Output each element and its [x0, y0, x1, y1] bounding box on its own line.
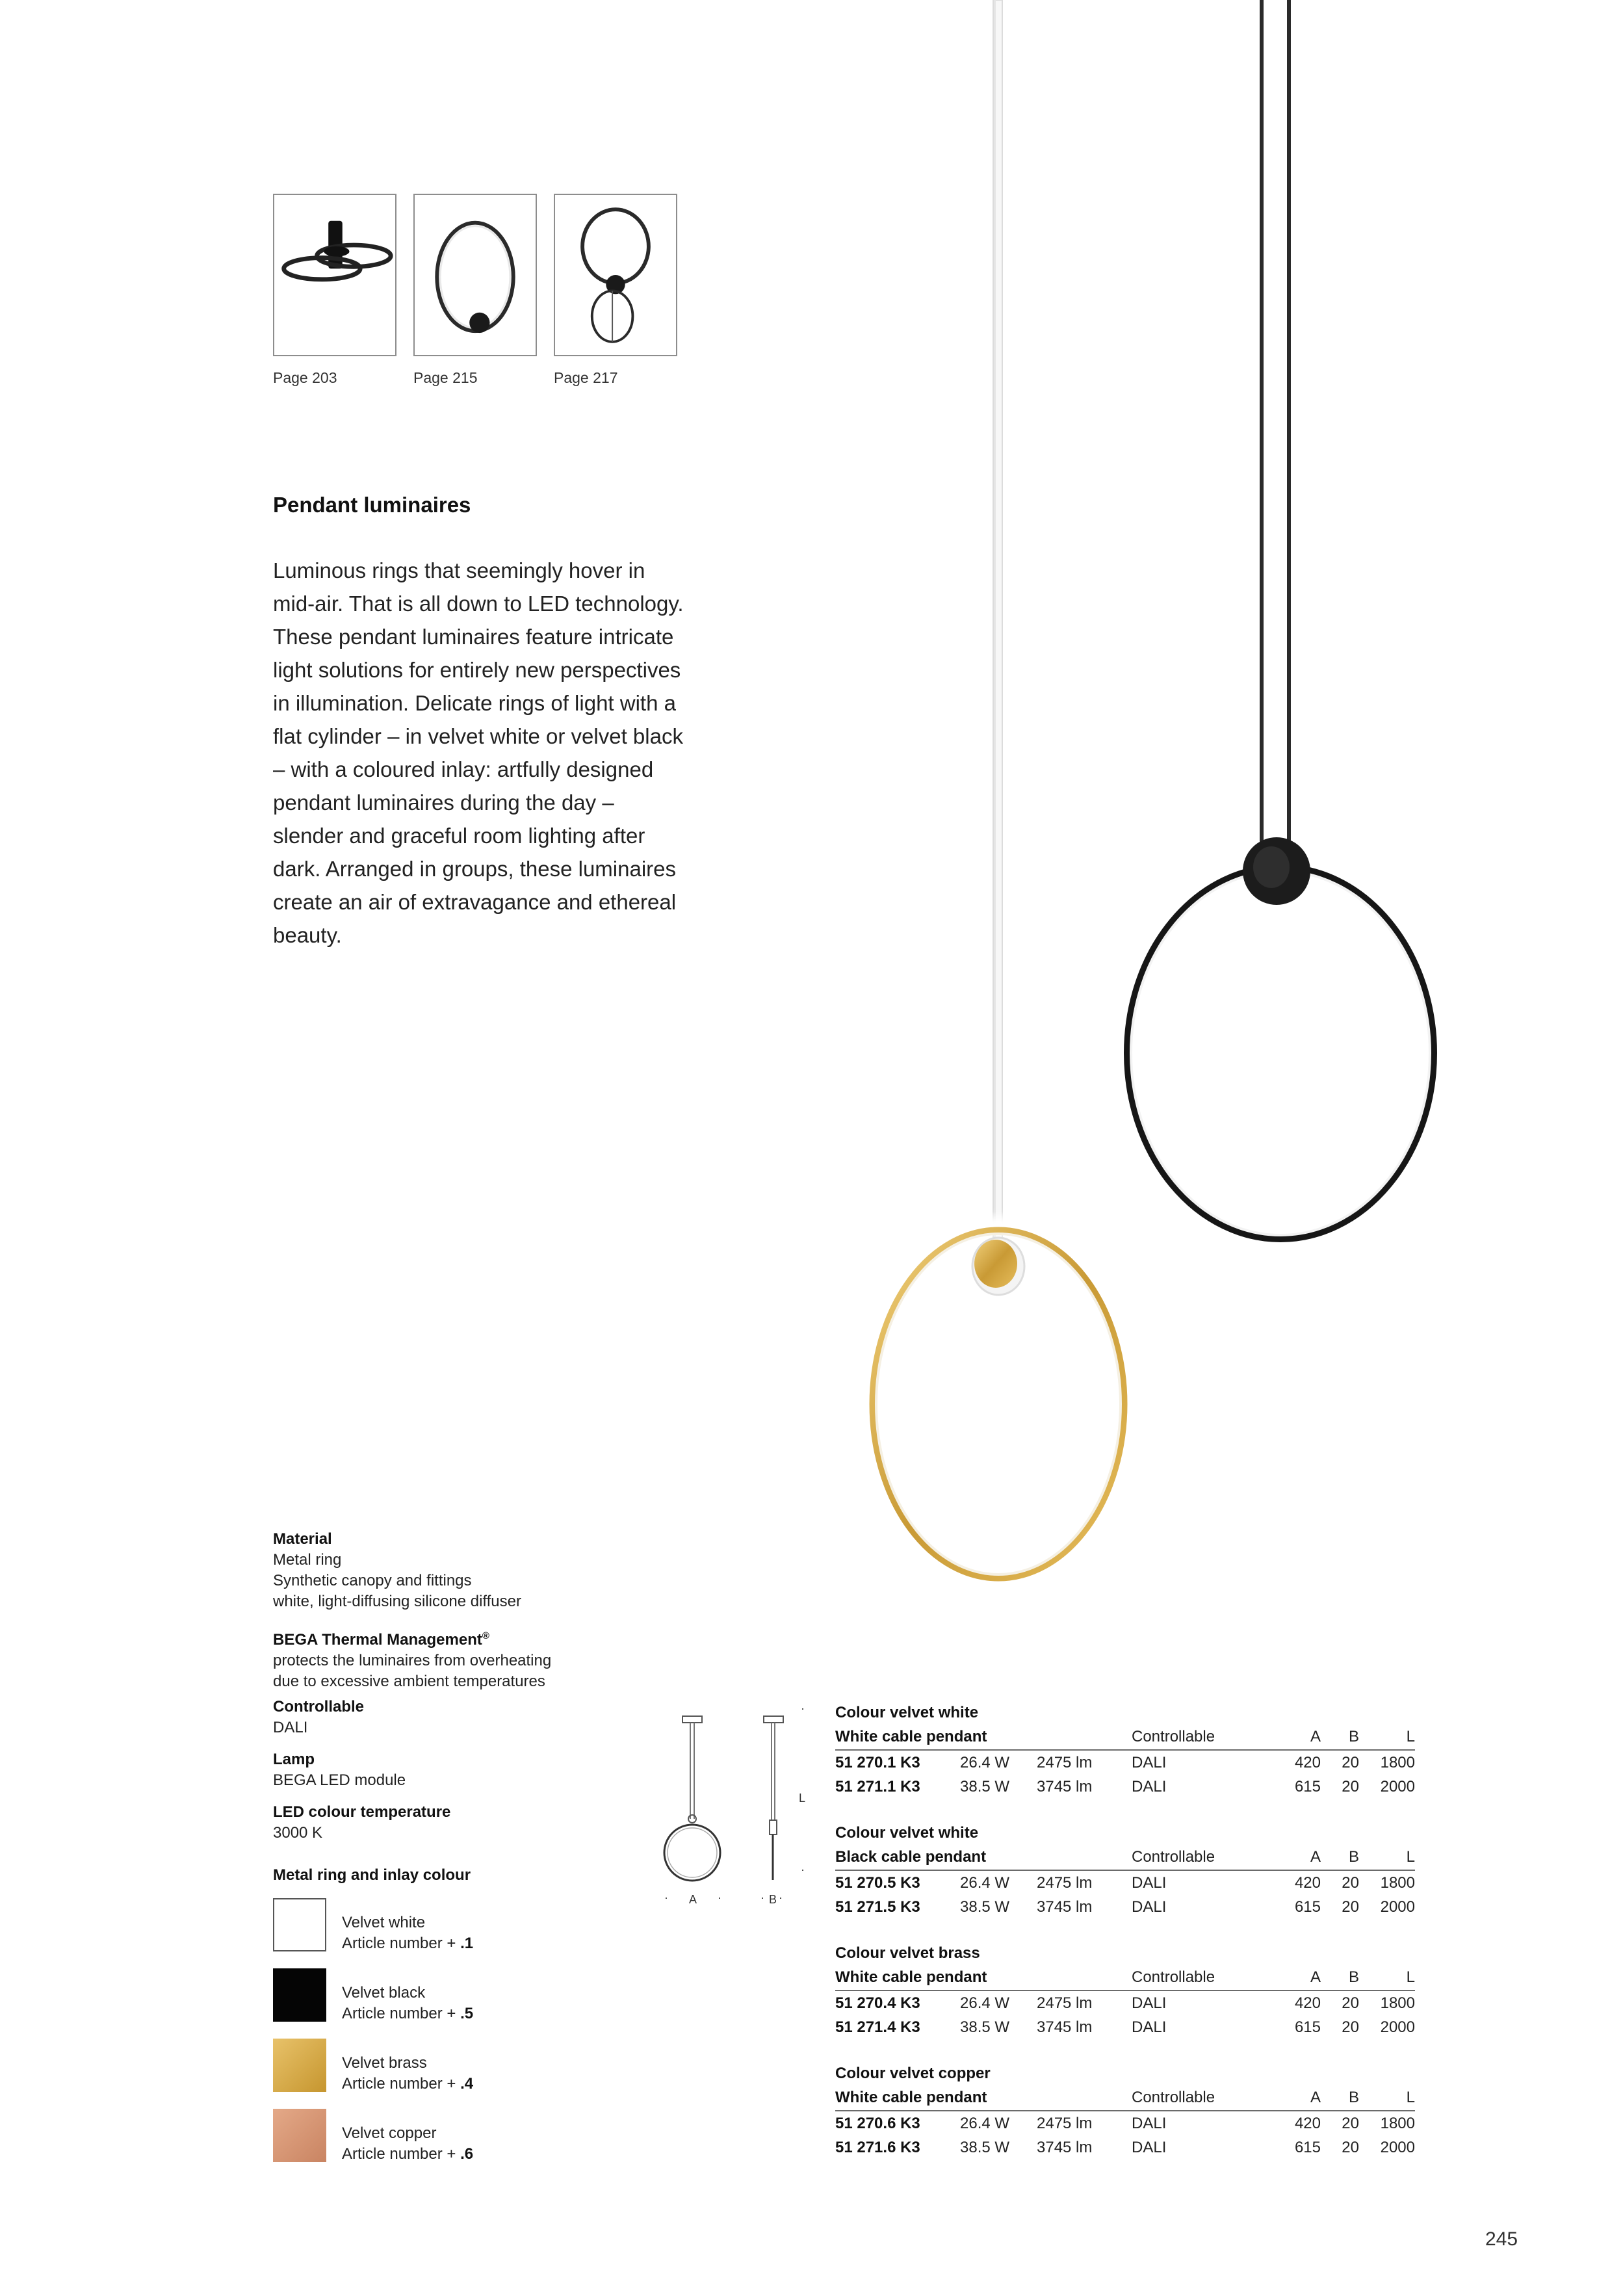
spec-heading: Controllable [273, 1698, 365, 1715]
lumen: 3745 lm [1037, 1898, 1093, 1916]
spec-line: Synthetic canopy and fittings [273, 1572, 472, 1589]
header-a: A [1310, 2089, 1321, 2106]
wattage: 38.5 W [960, 2018, 1010, 2036]
lumen: 3745 lm [1037, 1778, 1093, 1795]
spec-line: protects the luminaires from overheating [273, 1652, 552, 1669]
table-row [835, 1991, 1415, 2015]
spec-line: BEGA LED module [273, 1771, 406, 1789]
dim-b: 20 [1342, 2115, 1359, 2132]
svg-text:·: · [718, 1891, 721, 1904]
spec-heading: Material [273, 1530, 332, 1548]
thumbnail-page-217[interactable] [554, 194, 677, 356]
lumen: 2475 lm [1037, 1754, 1093, 1771]
svg-text:·: · [801, 1863, 805, 1876]
dim-b: 20 [1342, 1754, 1359, 1771]
header-b: B [1348, 1968, 1359, 1986]
lumen: 3745 lm [1037, 2018, 1093, 2036]
dim-a: 420 [1294, 2115, 1321, 2132]
swatch-velvet-brass [273, 2039, 326, 2092]
table-row [835, 1751, 1415, 1775]
table-header [835, 1845, 1415, 1871]
dim-a: 420 [1294, 1874, 1321, 1892]
table-row [835, 2111, 1415, 2135]
ceiling-rings-luminaire-icon [274, 195, 395, 355]
spec-line: due to excessive ambient temperatures [273, 1673, 545, 1690]
double-ring-luminaire-icon [555, 195, 676, 355]
product-table [835, 1821, 1415, 1919]
spec-heading: Lamp [273, 1751, 315, 1768]
header-b: B [1348, 1848, 1359, 1866]
table-colour-heading: Colour velvet white [835, 1704, 979, 1721]
table-header [835, 2085, 1415, 2111]
header-l: L [1406, 1848, 1415, 1866]
table-row [835, 2135, 1415, 2159]
wall-ring-luminaire-icon [415, 195, 536, 355]
header-a: A [1310, 1728, 1321, 1745]
swatch-velvet-white [273, 1898, 326, 1951]
page-number: 245 [1485, 2228, 1518, 2250]
table-row [835, 1895, 1415, 1919]
svg-text:·: · [760, 1891, 764, 1904]
dim-label-b: B [769, 1893, 777, 1906]
header-cable: White cable pendant [835, 2089, 987, 2106]
dim-label-l: L [799, 1792, 806, 1805]
article-number[interactable]: 51 270.6 K3 [835, 2115, 920, 2132]
dim-l: 2000 [1380, 2139, 1415, 2156]
dim-l: 1800 [1380, 1754, 1415, 1771]
product-table [835, 1701, 1415, 1799]
thumbnail-caption: Page 217 [554, 369, 618, 386]
spec-heading: Metal ring and inlay colour [273, 1866, 471, 1884]
swatch-label: Velvet copper Article number + .6 [342, 2124, 474, 2163]
spec-line: 3000 K [273, 1824, 323, 1842]
spec-thermal [273, 1626, 551, 1692]
control-type: DALI [1132, 2018, 1167, 2036]
wattage: 38.5 W [960, 1898, 1010, 1916]
table-row [835, 1871, 1415, 1895]
dim-l: 1800 [1380, 1874, 1415, 1892]
control-type: DALI [1132, 2139, 1167, 2156]
dim-b: 20 [1342, 1994, 1359, 2012]
lumen: 2475 lm [1037, 1874, 1093, 1892]
svg-text:·: · [664, 1891, 668, 1904]
article-number[interactable]: 51 270.1 K3 [835, 1754, 920, 1771]
swatch-label: Velvet brass Article number + .4 [342, 2054, 474, 2093]
black-ring [1127, 867, 1434, 1239]
swatch-velvet-copper [273, 2109, 326, 2162]
header-controllable: Controllable [1132, 1968, 1215, 1986]
control-type: DALI [1132, 1994, 1167, 2012]
wattage: 26.4 W [960, 1994, 1010, 2012]
spec-heading: LED colour temperature [273, 1803, 451, 1821]
wattage: 26.4 W [960, 1874, 1010, 1892]
header-controllable: Controllable [1132, 2089, 1215, 2106]
header-l: L [1406, 2089, 1415, 2106]
thumbnail-caption: Page 215 [413, 369, 478, 386]
header-controllable: Controllable [1132, 1848, 1215, 1866]
header-cable: Black cable pendant [835, 1848, 987, 1866]
article-number[interactable]: 51 270.4 K3 [835, 1994, 920, 2012]
control-type: DALI [1132, 1754, 1167, 1771]
article-number[interactable]: 51 270.5 K3 [835, 1874, 920, 1892]
article-number[interactable]: 51 271.5 K3 [835, 1898, 920, 1916]
swatch-label: Velvet black Article number + .5 [342, 1984, 474, 2022]
wattage: 38.5 W [960, 1778, 1010, 1795]
spec-line: Metal ring [273, 1551, 342, 1569]
header-b: B [1348, 2089, 1359, 2106]
thumbnail-page-215[interactable] [413, 194, 537, 356]
dim-a: 420 [1294, 1754, 1321, 1771]
dim-a: 420 [1294, 1994, 1321, 2012]
dimension-diagram [650, 1703, 819, 1911]
lumen: 2475 lm [1037, 2115, 1093, 2132]
table-colour-heading: Colour velvet copper [835, 2065, 991, 2082]
black-cable [1260, 0, 1264, 845]
lumen: 2475 lm [1037, 1994, 1093, 2012]
control-type: DALI [1132, 1778, 1167, 1795]
wattage: 26.4 W [960, 1754, 1010, 1771]
table-colour-heading: Colour velvet brass [835, 1944, 980, 1962]
lumen: 3745 lm [1037, 2139, 1093, 2156]
dim-l: 1800 [1380, 1994, 1415, 2012]
article-number[interactable]: 51 271.1 K3 [835, 1778, 920, 1795]
dim-b: 20 [1342, 1778, 1359, 1795]
swatch-label: Velvet white Article number + .1 [342, 1914, 474, 1952]
dim-a: 615 [1294, 1898, 1321, 1916]
dim-l: 2000 [1380, 2018, 1415, 2036]
spec-ring-colour [273, 1865, 471, 1886]
product-table [835, 1942, 1415, 2039]
page-title: Pendant luminaires [273, 493, 471, 517]
header-a: A [1310, 1968, 1321, 1986]
dim-l: 1800 [1380, 2115, 1415, 2132]
article-number[interactable]: 51 271.4 K3 [835, 2018, 920, 2036]
svg-text:·: · [779, 1891, 783, 1904]
dim-a: 615 [1294, 1778, 1321, 1795]
spec-line: DALI [273, 1719, 308, 1736]
dim-b: 20 [1342, 1898, 1359, 1916]
table-row [835, 2015, 1415, 2039]
thumbnail-caption: Page 203 [273, 369, 337, 386]
header-l: L [1406, 1728, 1415, 1745]
control-type: DALI [1132, 2115, 1167, 2132]
header-cable: White cable pendant [835, 1968, 987, 1986]
header-cable: White cable pendant [835, 1728, 987, 1745]
control-type: DALI [1132, 1874, 1167, 1892]
header-l: L [1406, 1968, 1415, 1986]
table-header [835, 1965, 1415, 1991]
product-table [835, 2062, 1415, 2159]
dim-l: 2000 [1380, 1778, 1415, 1795]
thumbnail-page-203[interactable] [273, 194, 396, 356]
spec-lamp [273, 1749, 406, 1791]
spec-line: white, light-diffusing silicone diffuser [273, 1593, 521, 1610]
intro-paragraph: Luminous rings that seemingly hover in mid-air. That is all down to LED technology. These pendant luminaires feature intricate light solutions for entirely new perspectives in illumination. Delicate rings of light with a flat cylinder – in velvet white or velvet black – with a coloured inlay: artfully designed pendant luminaires during the day – slender and graceful room lighting after dark. Arranged in groups, these luminaires create an air of extravagance and ethereal beauty. [273, 558, 684, 947]
spec-controllable [273, 1697, 364, 1738]
spec-heading: BEGA Thermal Management® [273, 1630, 489, 1649]
wattage: 26.4 W [960, 2115, 1010, 2132]
dim-b: 20 [1342, 2139, 1359, 2156]
wattage: 38.5 W [960, 2139, 1010, 2156]
header-controllable: Controllable [1132, 1728, 1215, 1745]
header-b: B [1348, 1728, 1359, 1745]
article-number[interactable]: 51 271.6 K3 [835, 2139, 920, 2156]
hero-pendant-illustration [832, 0, 1482, 1625]
dim-label-a: A [689, 1893, 697, 1906]
dim-a: 615 [1294, 2018, 1321, 2036]
dim-b: 20 [1342, 2018, 1359, 2036]
dim-l: 2000 [1380, 1898, 1415, 1916]
spec-led-temperature [273, 1802, 450, 1844]
spec-material [273, 1529, 521, 1612]
control-type: DALI [1132, 1898, 1167, 1916]
svg-text:·: · [801, 1703, 805, 1715]
dim-a: 615 [1294, 2139, 1321, 2156]
dim-b: 20 [1342, 1874, 1359, 1892]
table-colour-heading: Colour velvet white [835, 1824, 979, 1842]
table-header [835, 1725, 1415, 1751]
swatch-velvet-black [273, 1968, 326, 2022]
header-a: A [1310, 1848, 1321, 1866]
table-row [835, 1775, 1415, 1799]
